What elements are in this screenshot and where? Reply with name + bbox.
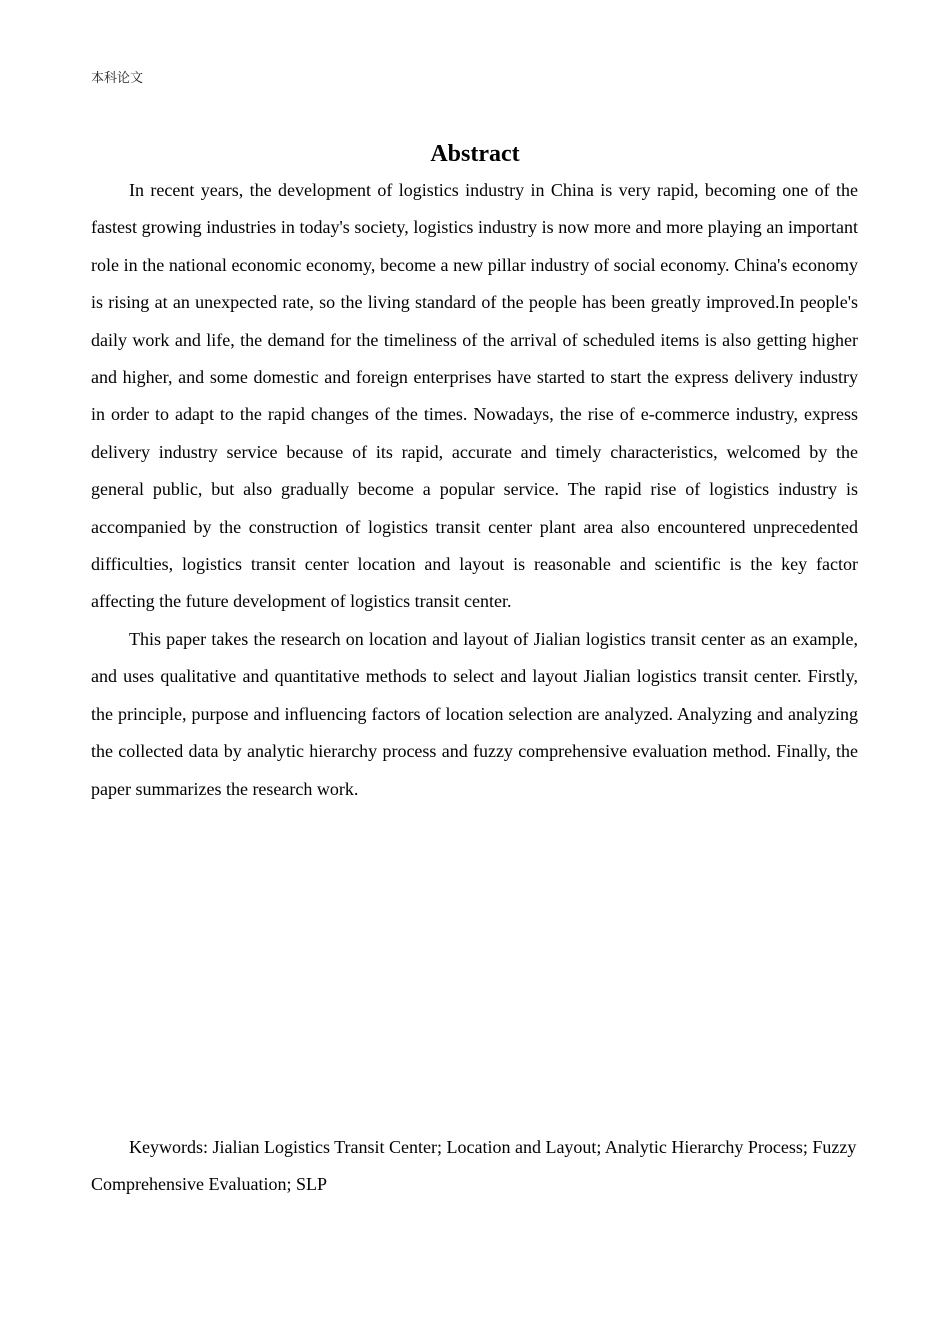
abstract-paragraph-2: This paper takes the research on location and layout of Jialian logistics transit center as an example, and uses qualitative and quantitative methods to select and layout Jialian logistics transit center. Firstly, the principle, purpose and influencing factors of location selection are analyzed. Analyzing and analyzing the collected data by analytic hierarchy process and fuzzy comprehensive evaluation method. Finally, the paper summarizes the research work.: [91, 628, 858, 799]
abstract-body: [91, 172, 858, 808]
keywords-line: Keywords: Jialian Logistics Transit Center; Location and Layout; Analytic Hierarchy Process; Fuzzy Comprehensive Evaluation; SLP: [91, 1137, 857, 1195]
abstract-paragraph-1: In recent years, the development of logistics industry in China is very rapid, becoming one of the fastest growing industries in today's society, logistics industry is now more and more playing an important role in the national economic economy, become a new pillar industry of social economy. China's economy is rising at an unexpected rate, so the living standard of the people has been greatly improved.In people's daily work and life, the demand for the timeliness of the arrival of scheduled items is also getting higher and higher, and some domestic and foreign enterprises have started to start the express delivery industry in order to adapt to the rapid changes of the times. Nowadays, the rise of e-commerce industry, express delivery industry service because of its rapid, accurate and timely characteristics, welcomed by the general public, but also gradually become a popular service. The rapid rise of logistics industry is accompanied by the construction of logistics transit center plant area also encountered unprecedented difficulties, logistics transit center location and layout is reasonable and scientific is the key factor affecting the future development of logistics transit center.: [91, 180, 858, 612]
abstract-title: Abstract: [430, 141, 520, 168]
running-header: 本科论文: [91, 71, 144, 86]
